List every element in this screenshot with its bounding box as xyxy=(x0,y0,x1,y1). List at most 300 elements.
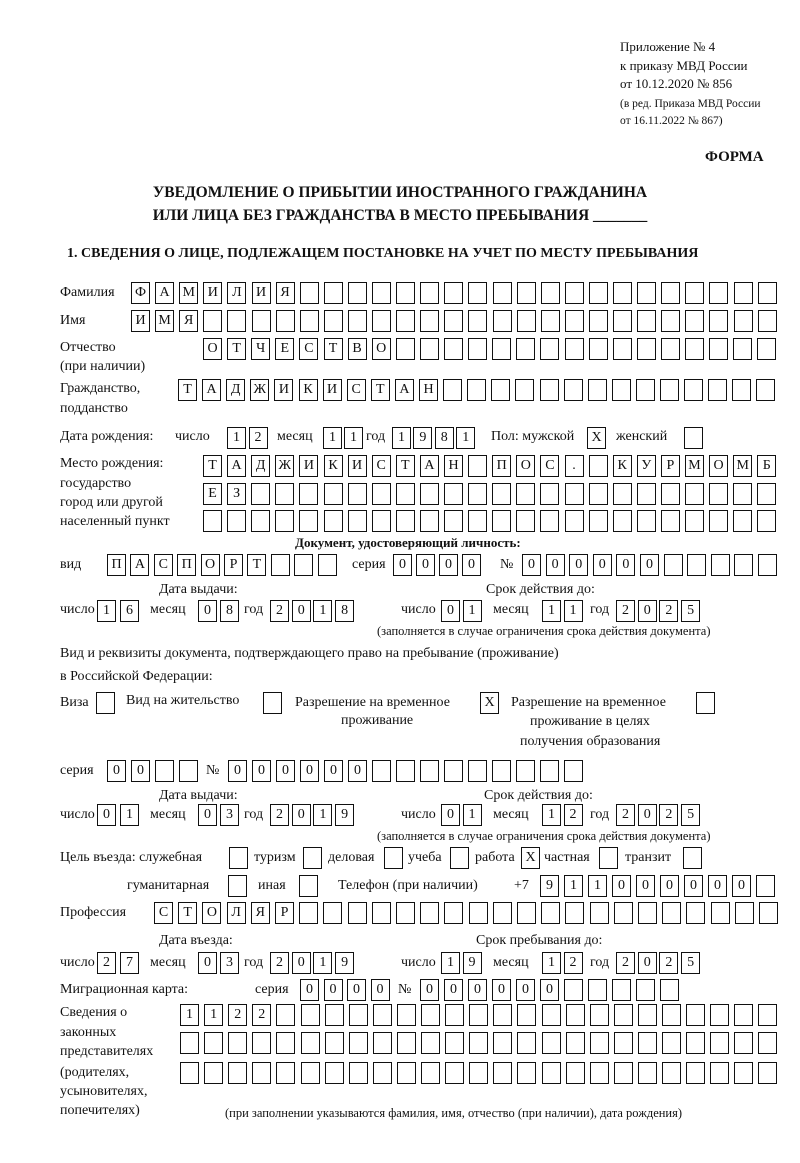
char-cell[interactable] xyxy=(420,760,439,782)
char-cell[interactable] xyxy=(661,310,680,332)
char-cell[interactable]: 2 xyxy=(270,804,289,826)
char-cell[interactable]: 0 xyxy=(684,875,703,897)
char-cell[interactable] xyxy=(758,1062,777,1084)
char-cell[interactable] xyxy=(179,760,198,782)
char-cell[interactable]: Л xyxy=(227,902,246,924)
char-cell[interactable] xyxy=(565,338,584,360)
char-cell[interactable]: 0 xyxy=(348,760,367,782)
char-cell[interactable] xyxy=(685,338,704,360)
char-cell[interactable] xyxy=(759,902,778,924)
char-cell[interactable]: 8 xyxy=(220,600,239,622)
char-cell[interactable] xyxy=(373,1004,392,1026)
char-cell[interactable] xyxy=(300,310,319,332)
char-cell[interactable] xyxy=(372,282,391,304)
char-cell[interactable] xyxy=(275,510,294,532)
char-cell[interactable] xyxy=(686,902,705,924)
char-cell[interactable]: 2 xyxy=(616,804,635,826)
char-cell[interactable] xyxy=(758,554,777,576)
char-cell[interactable] xyxy=(662,1032,681,1054)
char-cell[interactable] xyxy=(397,1062,416,1084)
char-cell[interactable] xyxy=(734,1032,753,1054)
char-cell[interactable] xyxy=(661,483,680,505)
char-cell[interactable]: 0 xyxy=(252,760,271,782)
char-cell[interactable] xyxy=(588,379,607,401)
char-cell[interactable]: К xyxy=(324,455,343,477)
char-cell[interactable] xyxy=(613,338,632,360)
char-cell[interactable] xyxy=(589,338,608,360)
char-cell[interactable] xyxy=(276,1062,295,1084)
char-cell[interactable] xyxy=(758,310,777,332)
char-cell[interactable]: И xyxy=(348,455,367,477)
char-cell[interactable] xyxy=(493,310,512,332)
char-cell[interactable] xyxy=(686,1062,705,1084)
char-cell[interactable] xyxy=(492,510,511,532)
char-cell[interactable] xyxy=(661,338,680,360)
char-cell[interactable]: А xyxy=(202,379,221,401)
char-cell[interactable] xyxy=(589,510,608,532)
char-cell[interactable]: 2 xyxy=(270,600,289,622)
char-cell[interactable]: 0 xyxy=(439,554,458,576)
char-cell[interactable]: 1 xyxy=(344,427,363,449)
char-cell[interactable]: 2 xyxy=(564,952,583,974)
char-cell[interactable] xyxy=(276,1004,295,1026)
char-cell[interactable] xyxy=(709,483,728,505)
char-cell[interactable]: 0 xyxy=(638,600,657,622)
char-cell[interactable]: X xyxy=(587,427,606,449)
char-cell[interactable] xyxy=(614,902,633,924)
char-cell[interactable] xyxy=(318,554,337,576)
char-cell[interactable]: Р xyxy=(275,902,294,924)
char-cell[interactable] xyxy=(252,1032,271,1054)
char-cell[interactable] xyxy=(301,1004,320,1026)
char-cell[interactable] xyxy=(396,483,415,505)
char-cell[interactable]: 0 xyxy=(198,804,217,826)
char-cell[interactable] xyxy=(687,554,706,576)
char-cell[interactable]: 0 xyxy=(708,875,727,897)
char-cell[interactable] xyxy=(637,310,656,332)
char-cell[interactable] xyxy=(468,282,487,304)
char-cell[interactable] xyxy=(589,483,608,505)
char-cell[interactable]: В xyxy=(348,338,367,360)
char-cell[interactable]: 1 xyxy=(463,600,482,622)
char-cell[interactable] xyxy=(397,1004,416,1026)
char-cell[interactable]: М xyxy=(179,282,198,304)
char-cell[interactable]: 0 xyxy=(492,979,511,1001)
char-cell[interactable] xyxy=(229,847,248,869)
char-cell[interactable] xyxy=(276,310,295,332)
char-cell[interactable]: 0 xyxy=(593,554,612,576)
char-cell[interactable]: 2 xyxy=(228,1004,247,1026)
char-cell[interactable]: С xyxy=(347,379,366,401)
char-cell[interactable]: 2 xyxy=(97,952,116,974)
char-cell[interactable]: . xyxy=(565,455,584,477)
char-cell[interactable] xyxy=(685,510,704,532)
char-cell[interactable]: М xyxy=(155,310,174,332)
char-cell[interactable] xyxy=(565,483,584,505)
char-cell[interactable]: Е xyxy=(203,483,222,505)
char-cell[interactable] xyxy=(686,1004,705,1026)
char-cell[interactable] xyxy=(372,760,391,782)
char-cell[interactable] xyxy=(492,760,511,782)
char-cell[interactable]: 2 xyxy=(616,952,635,974)
char-cell[interactable] xyxy=(349,1032,368,1054)
char-cell[interactable]: 0 xyxy=(636,875,655,897)
char-cell[interactable] xyxy=(492,338,511,360)
char-cell[interactable] xyxy=(637,483,656,505)
char-cell[interactable] xyxy=(757,483,776,505)
char-cell[interactable]: 1 xyxy=(97,600,116,622)
char-cell[interactable] xyxy=(372,310,391,332)
char-cell[interactable]: 2 xyxy=(270,952,289,974)
char-cell[interactable]: С xyxy=(540,455,559,477)
char-cell[interactable]: Ж xyxy=(250,379,269,401)
char-cell[interactable] xyxy=(589,282,608,304)
char-cell[interactable]: О xyxy=(203,338,222,360)
char-cell[interactable] xyxy=(540,760,559,782)
char-cell[interactable]: 1 xyxy=(180,1004,199,1026)
char-cell[interactable] xyxy=(468,455,487,477)
char-cell[interactable]: 2 xyxy=(616,600,635,622)
char-cell[interactable] xyxy=(228,875,247,897)
char-cell[interactable] xyxy=(493,902,512,924)
char-cell[interactable] xyxy=(271,554,290,576)
char-cell[interactable]: М xyxy=(733,455,752,477)
char-cell[interactable]: 0 xyxy=(292,600,311,622)
char-cell[interactable] xyxy=(468,510,487,532)
char-cell[interactable] xyxy=(590,1004,609,1026)
char-cell[interactable]: Л xyxy=(227,282,246,304)
char-cell[interactable]: 0 xyxy=(444,979,463,1001)
char-cell[interactable]: 3 xyxy=(220,952,239,974)
char-cell[interactable]: 1 xyxy=(542,952,561,974)
char-cell[interactable]: 5 xyxy=(681,804,700,826)
char-cell[interactable] xyxy=(684,379,703,401)
char-cell[interactable]: 0 xyxy=(660,875,679,897)
char-cell[interactable] xyxy=(323,902,342,924)
char-cell[interactable]: Б xyxy=(757,455,776,477)
char-cell[interactable] xyxy=(564,379,583,401)
char-cell[interactable] xyxy=(450,847,469,869)
char-cell[interactable] xyxy=(491,379,510,401)
char-cell[interactable] xyxy=(732,379,751,401)
char-cell[interactable]: А xyxy=(395,379,414,401)
char-cell[interactable] xyxy=(660,379,679,401)
char-cell[interactable] xyxy=(421,1032,440,1054)
char-cell[interactable] xyxy=(540,338,559,360)
char-cell[interactable]: 0 xyxy=(300,979,319,1001)
char-cell[interactable]: 0 xyxy=(540,979,559,1001)
char-cell[interactable]: 0 xyxy=(468,979,487,1001)
char-cell[interactable] xyxy=(683,847,702,869)
char-cell[interactable] xyxy=(541,282,560,304)
char-cell[interactable] xyxy=(613,310,632,332)
char-cell[interactable] xyxy=(638,1032,657,1054)
char-cell[interactable] xyxy=(444,338,463,360)
char-cell[interactable] xyxy=(734,1062,753,1084)
char-cell[interactable]: 1 xyxy=(564,600,583,622)
char-cell[interactable] xyxy=(373,1062,392,1084)
char-cell[interactable] xyxy=(637,510,656,532)
char-cell[interactable]: 0 xyxy=(638,804,657,826)
char-cell[interactable]: 2 xyxy=(564,804,583,826)
char-cell[interactable] xyxy=(420,902,439,924)
char-cell[interactable] xyxy=(493,1004,512,1026)
char-cell[interactable] xyxy=(469,1004,488,1026)
char-cell[interactable]: 0 xyxy=(546,554,565,576)
char-cell[interactable]: 5 xyxy=(681,600,700,622)
char-cell[interactable] xyxy=(493,282,512,304)
char-cell[interactable] xyxy=(542,1062,561,1084)
char-cell[interactable] xyxy=(517,282,536,304)
char-cell[interactable]: 0 xyxy=(612,875,631,897)
char-cell[interactable] xyxy=(710,1032,729,1054)
char-cell[interactable] xyxy=(733,338,752,360)
char-cell[interactable] xyxy=(299,875,318,897)
char-cell[interactable] xyxy=(252,310,271,332)
char-cell[interactable] xyxy=(349,1062,368,1084)
char-cell[interactable]: 1 xyxy=(204,1004,223,1026)
char-cell[interactable] xyxy=(445,1062,464,1084)
char-cell[interactable]: X xyxy=(480,692,499,714)
char-cell[interactable] xyxy=(612,979,631,1001)
char-cell[interactable] xyxy=(396,760,415,782)
char-cell[interactable]: П xyxy=(492,455,511,477)
char-cell[interactable]: 0 xyxy=(732,875,751,897)
char-cell[interactable] xyxy=(613,282,632,304)
char-cell[interactable]: 2 xyxy=(659,804,678,826)
char-cell[interactable]: 1 xyxy=(323,427,342,449)
char-cell[interactable] xyxy=(565,510,584,532)
char-cell[interactable] xyxy=(420,483,439,505)
char-cell[interactable]: 0 xyxy=(462,554,481,576)
char-cell[interactable] xyxy=(757,338,776,360)
char-cell[interactable] xyxy=(733,510,752,532)
char-cell[interactable] xyxy=(348,310,367,332)
char-cell[interactable]: О xyxy=(709,455,728,477)
char-cell[interactable]: Р xyxy=(224,554,243,576)
char-cell[interactable] xyxy=(397,1032,416,1054)
char-cell[interactable] xyxy=(372,510,391,532)
char-cell[interactable] xyxy=(734,282,753,304)
char-cell[interactable] xyxy=(348,510,367,532)
char-cell[interactable] xyxy=(565,310,584,332)
char-cell[interactable] xyxy=(710,1062,729,1084)
char-cell[interactable] xyxy=(228,1062,247,1084)
char-cell[interactable] xyxy=(542,1032,561,1054)
char-cell[interactable] xyxy=(420,282,439,304)
char-cell[interactable] xyxy=(711,554,730,576)
char-cell[interactable] xyxy=(662,1004,681,1026)
char-cell[interactable] xyxy=(685,282,704,304)
char-cell[interactable]: П xyxy=(177,554,196,576)
char-cell[interactable]: Я xyxy=(276,282,295,304)
char-cell[interactable]: С xyxy=(299,338,318,360)
char-cell[interactable] xyxy=(204,1062,223,1084)
char-cell[interactable] xyxy=(263,692,282,714)
char-cell[interactable]: 0 xyxy=(569,554,588,576)
char-cell[interactable] xyxy=(756,379,775,401)
char-cell[interactable]: 0 xyxy=(324,979,343,1001)
char-cell[interactable]: 0 xyxy=(516,979,535,1001)
char-cell[interactable] xyxy=(469,1062,488,1084)
char-cell[interactable]: К xyxy=(613,455,632,477)
char-cell[interactable]: Т xyxy=(324,338,343,360)
char-cell[interactable]: Н xyxy=(419,379,438,401)
char-cell[interactable] xyxy=(540,510,559,532)
char-cell[interactable]: 9 xyxy=(413,427,432,449)
char-cell[interactable] xyxy=(636,979,655,1001)
char-cell[interactable] xyxy=(590,902,609,924)
char-cell[interactable] xyxy=(396,310,415,332)
char-cell[interactable] xyxy=(421,1062,440,1084)
char-cell[interactable] xyxy=(252,1062,271,1084)
char-cell[interactable]: 0 xyxy=(420,979,439,1001)
char-cell[interactable]: И xyxy=(131,310,150,332)
char-cell[interactable] xyxy=(324,310,343,332)
char-cell[interactable]: О xyxy=(201,554,220,576)
char-cell[interactable] xyxy=(516,483,535,505)
char-cell[interactable]: Р xyxy=(661,455,680,477)
char-cell[interactable] xyxy=(420,310,439,332)
char-cell[interactable] xyxy=(445,1032,464,1054)
char-cell[interactable] xyxy=(251,483,270,505)
char-cell[interactable] xyxy=(468,760,487,782)
char-cell[interactable] xyxy=(709,310,728,332)
char-cell[interactable]: 0 xyxy=(97,804,116,826)
char-cell[interactable]: П xyxy=(107,554,126,576)
char-cell[interactable] xyxy=(541,310,560,332)
char-cell[interactable]: 0 xyxy=(416,554,435,576)
char-cell[interactable]: 1 xyxy=(456,427,475,449)
char-cell[interactable]: И xyxy=(203,282,222,304)
char-cell[interactable] xyxy=(299,510,318,532)
char-cell[interactable]: 9 xyxy=(540,875,559,897)
char-cell[interactable] xyxy=(444,282,463,304)
char-cell[interactable] xyxy=(734,554,753,576)
char-cell[interactable]: И xyxy=(323,379,342,401)
char-cell[interactable]: X xyxy=(521,847,540,869)
char-cell[interactable]: И xyxy=(299,455,318,477)
char-cell[interactable]: А xyxy=(227,455,246,477)
char-cell[interactable] xyxy=(372,902,391,924)
char-cell[interactable] xyxy=(540,379,559,401)
char-cell[interactable] xyxy=(612,379,631,401)
char-cell[interactable] xyxy=(758,1004,777,1026)
char-cell[interactable] xyxy=(294,554,313,576)
char-cell[interactable] xyxy=(614,1062,633,1084)
char-cell[interactable]: У xyxy=(637,455,656,477)
char-cell[interactable] xyxy=(324,282,343,304)
char-cell[interactable] xyxy=(203,510,222,532)
char-cell[interactable] xyxy=(325,1032,344,1054)
char-cell[interactable] xyxy=(614,1004,633,1026)
char-cell[interactable] xyxy=(710,1004,729,1026)
char-cell[interactable] xyxy=(638,1062,657,1084)
char-cell[interactable]: 0 xyxy=(107,760,126,782)
char-cell[interactable] xyxy=(588,979,607,1001)
char-cell[interactable] xyxy=(420,510,439,532)
char-cell[interactable]: 0 xyxy=(522,554,541,576)
char-cell[interactable] xyxy=(444,902,463,924)
char-cell[interactable]: 9 xyxy=(335,804,354,826)
char-cell[interactable]: Т xyxy=(178,902,197,924)
char-cell[interactable] xyxy=(203,310,222,332)
char-cell[interactable] xyxy=(711,902,730,924)
char-cell[interactable] xyxy=(599,847,618,869)
char-cell[interactable]: 2 xyxy=(659,600,678,622)
char-cell[interactable]: 1 xyxy=(227,427,246,449)
char-cell[interactable] xyxy=(299,483,318,505)
char-cell[interactable] xyxy=(516,338,535,360)
char-cell[interactable] xyxy=(565,902,584,924)
char-cell[interactable] xyxy=(228,1032,247,1054)
char-cell[interactable] xyxy=(517,1004,536,1026)
char-cell[interactable] xyxy=(445,1004,464,1026)
char-cell[interactable]: 1 xyxy=(564,875,583,897)
char-cell[interactable] xyxy=(735,902,754,924)
char-cell[interactable] xyxy=(684,427,703,449)
char-cell[interactable]: 3 xyxy=(220,804,239,826)
char-cell[interactable]: 0 xyxy=(292,952,311,974)
char-cell[interactable]: 1 xyxy=(392,427,411,449)
char-cell[interactable] xyxy=(469,902,488,924)
char-cell[interactable] xyxy=(396,902,415,924)
char-cell[interactable]: 7 xyxy=(120,952,139,974)
char-cell[interactable] xyxy=(372,483,391,505)
char-cell[interactable] xyxy=(637,338,656,360)
char-cell[interactable] xyxy=(638,1004,657,1026)
char-cell[interactable] xyxy=(734,1004,753,1026)
char-cell[interactable] xyxy=(517,310,536,332)
char-cell[interactable] xyxy=(299,902,318,924)
char-cell[interactable] xyxy=(517,1062,536,1084)
char-cell[interactable] xyxy=(664,554,683,576)
char-cell[interactable] xyxy=(396,510,415,532)
char-cell[interactable]: 2 xyxy=(249,427,268,449)
char-cell[interactable] xyxy=(613,483,632,505)
char-cell[interactable]: А xyxy=(155,282,174,304)
char-cell[interactable]: 0 xyxy=(640,554,659,576)
char-cell[interactable] xyxy=(373,1032,392,1054)
char-cell[interactable] xyxy=(180,1062,199,1084)
char-cell[interactable] xyxy=(661,510,680,532)
char-cell[interactable] xyxy=(541,902,560,924)
char-cell[interactable] xyxy=(590,1032,609,1054)
char-cell[interactable] xyxy=(421,1004,440,1026)
char-cell[interactable] xyxy=(566,1032,585,1054)
char-cell[interactable]: Т xyxy=(203,455,222,477)
char-cell[interactable] xyxy=(443,379,462,401)
char-cell[interactable]: 0 xyxy=(638,952,657,974)
char-cell[interactable]: 0 xyxy=(393,554,412,576)
char-cell[interactable] xyxy=(637,282,656,304)
char-cell[interactable]: 1 xyxy=(120,804,139,826)
char-cell[interactable] xyxy=(325,1062,344,1084)
char-cell[interactable]: О xyxy=(202,902,221,924)
char-cell[interactable]: Ч xyxy=(251,338,270,360)
char-cell[interactable]: 1 xyxy=(463,804,482,826)
char-cell[interactable] xyxy=(303,847,322,869)
char-cell[interactable] xyxy=(276,1032,295,1054)
char-cell[interactable]: Д xyxy=(226,379,245,401)
char-cell[interactable]: 1 xyxy=(441,952,460,974)
char-cell[interactable] xyxy=(492,483,511,505)
char-cell[interactable]: С xyxy=(154,554,173,576)
char-cell[interactable] xyxy=(324,510,343,532)
char-cell[interactable] xyxy=(227,510,246,532)
char-cell[interactable]: 0 xyxy=(228,760,247,782)
char-cell[interactable] xyxy=(708,379,727,401)
